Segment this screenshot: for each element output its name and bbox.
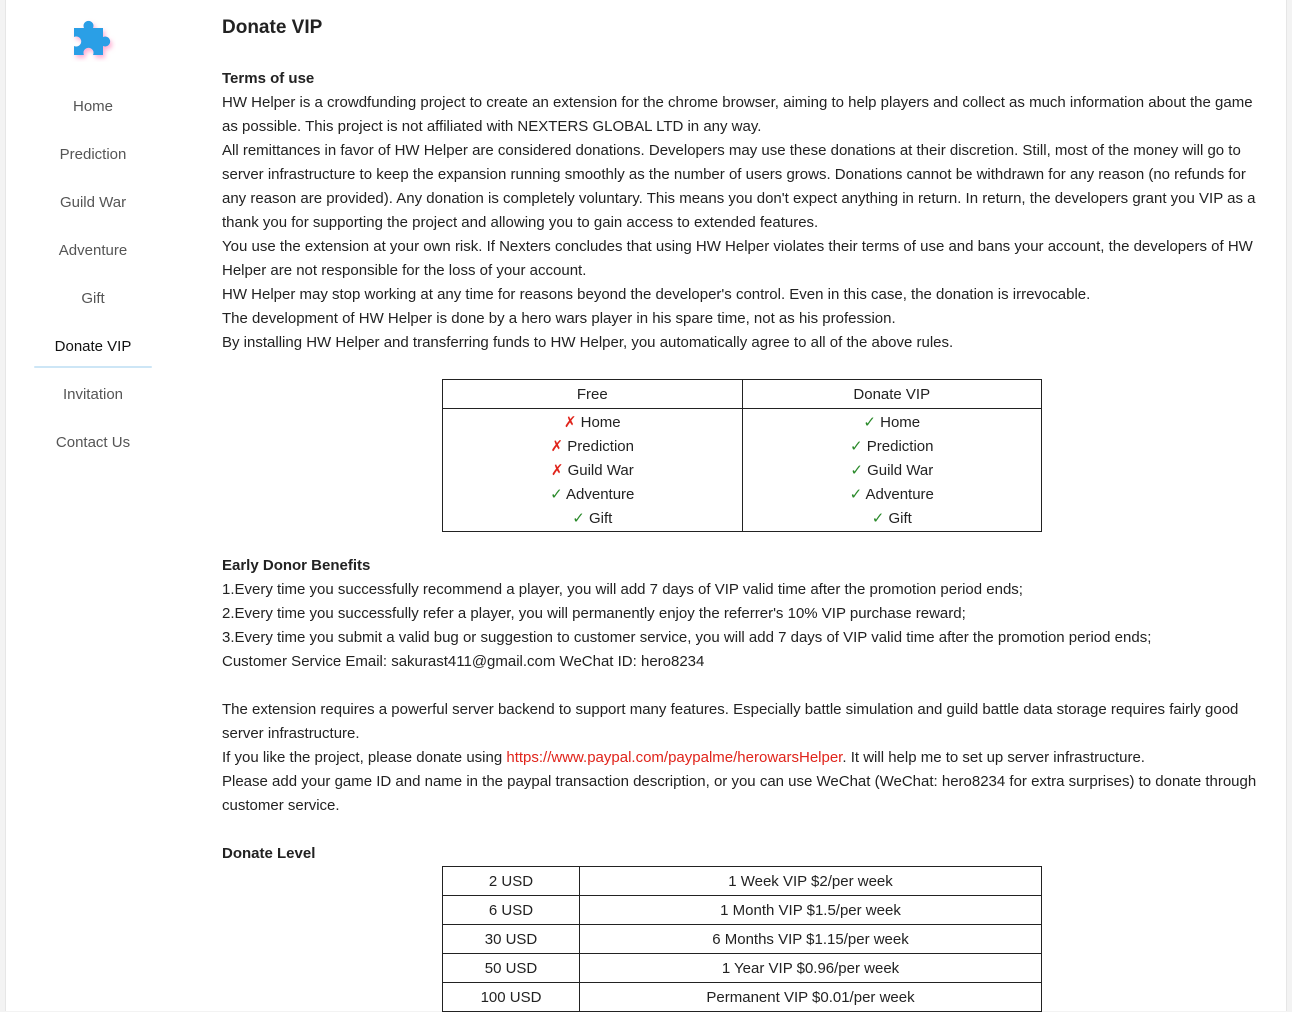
sidebar-item-guild-war[interactable]: Guild War xyxy=(59,194,127,211)
puzzle-piece-icon[interactable] xyxy=(68,14,116,62)
feature-comparison-table xyxy=(442,379,1042,532)
benefit-line: 2.Every time you successfully refer a player, you will permanently enjoy the referrer's 10% VIP purchase reward; xyxy=(222,605,966,622)
donate-info-paragraph xyxy=(222,746,1267,770)
cross-icon: ✗ xyxy=(550,438,564,455)
feature-row xyxy=(443,483,742,507)
amount-cell: 100 USD xyxy=(443,983,580,1012)
active-tab-indicator xyxy=(34,366,152,368)
check-icon: ✓ xyxy=(850,438,863,455)
table-row xyxy=(443,954,1042,983)
check-icon: ✓ xyxy=(550,486,563,503)
donate-suffix: . It will help me to set up server infrastructure. xyxy=(842,749,1145,766)
contact-line: Customer Service Email: sakurast411@gmail.com WeChat ID: hero8234 xyxy=(222,653,705,670)
column-header-vip: Donate VIP xyxy=(742,380,1042,409)
terms-paragraph: You use the extension at your own risk. If Nexters concludes that using HW Helper violates their terms of use and bans your account, the developers of HW Helper are not responsible for the loss of your account. xyxy=(222,238,1253,279)
feature-label: Adventure xyxy=(566,486,635,503)
sidebar-item-donate-vip[interactable]: Donate VIP xyxy=(54,338,132,355)
table-row xyxy=(443,925,1042,954)
amount-cell: 50 USD xyxy=(443,954,580,983)
vip-features-cell xyxy=(742,409,1042,532)
check-icon: ✓ xyxy=(849,486,863,503)
plan-cell: Permanent VIP $0.01/per week xyxy=(580,983,1042,1012)
paypal-link[interactable]: https://www.paypal.com/paypalme/herowarsHelper xyxy=(506,749,843,766)
donate-level-table xyxy=(442,866,1042,1012)
terms-paragraph: The development of HW Helper is done by a hero wars player in his spare time, not as his profession. xyxy=(222,310,896,327)
terms-paragraph: All remittances in favor of HW Helper are considered donations. Developers may use these donations at their discretion. Still, most of the money will go to server infrastructure to keep the expansion running smoothly as the number of users grows. Donations cannot be withdrawn for any reason (no refunds for any reason are provided). Any donation is completely voluntary. This means you don't expect anything in return. In return, the developers grant you VIP as a thank you for supporting the project and allowing you to gain access to extended features. xyxy=(222,142,1256,231)
donate-info-section xyxy=(222,698,1267,818)
feature-label: Home xyxy=(580,414,621,431)
check-icon: ✓ xyxy=(871,510,885,527)
donate-info-paragraph: Please add your game ID and name in the paypal transaction description, or you can use WeChat (WeChat: hero8234 for extra surprises) to donate through customer service. xyxy=(222,773,1257,814)
terms-paragraph: HW Helper may stop working at any time for reasons beyond the developer's control. Even in this case, the donation is irrevocable. xyxy=(222,286,1091,303)
plan-cell: 1 Week VIP $2/per week xyxy=(580,867,1042,896)
feature-row xyxy=(443,411,742,435)
feature-label: Adventure xyxy=(865,486,934,503)
cross-icon: ✗ xyxy=(563,414,577,431)
page-frame xyxy=(5,0,1287,1011)
terms-paragraph: By installing HW Helper and transferring funds to HW Helper, you automatically agree to all of the above rules. xyxy=(222,334,954,351)
table-row xyxy=(443,983,1042,1012)
column-header-free: Free xyxy=(443,380,743,409)
plan-cell: 6 Months VIP $1.15/per week xyxy=(580,925,1042,954)
feature-label: Prediction xyxy=(567,438,634,455)
feature-label: Guild War xyxy=(567,462,634,479)
sidebar-item-invitation[interactable]: Invitation xyxy=(62,386,124,403)
feature-row xyxy=(443,507,742,531)
feature-row xyxy=(743,411,1042,435)
feature-row xyxy=(743,459,1042,483)
sidebar-item-gift[interactable]: Gift xyxy=(81,290,105,307)
feature-row xyxy=(743,435,1042,459)
feature-row xyxy=(443,435,742,459)
feature-label: Guild War xyxy=(867,462,934,479)
check-icon: ✓ xyxy=(572,510,585,527)
table-row xyxy=(443,896,1042,925)
feature-label: Gift xyxy=(888,510,912,527)
free-features-cell xyxy=(443,409,743,532)
terms-title: Terms of use xyxy=(222,70,315,87)
donate-level-section xyxy=(222,842,315,866)
plan-cell: 1 Month VIP $1.5/per week xyxy=(580,896,1042,925)
table-row xyxy=(443,867,1042,896)
sidebar-item-adventure[interactable]: Adventure xyxy=(58,242,128,259)
sidebar-item-prediction[interactable]: Prediction xyxy=(59,146,127,163)
cross-icon: ✗ xyxy=(550,462,564,479)
page-title: Donate VIP xyxy=(222,17,323,38)
sidebar-item-contact-us[interactable]: Contact Us xyxy=(55,434,131,451)
check-icon: ✓ xyxy=(850,462,863,479)
feature-label: Home xyxy=(880,414,921,431)
sidebar-item-home[interactable]: Home xyxy=(72,98,113,115)
terms-section xyxy=(222,67,1267,355)
feature-row xyxy=(443,459,742,483)
feature-label: Prediction xyxy=(866,438,934,455)
sidebar xyxy=(6,0,186,1011)
benefit-line: 3.Every time you submit a valid bug or suggestion to customer service, you will add 7 days of VIP valid time after the promotion period ends; xyxy=(222,629,1152,646)
amount-cell: 2 USD xyxy=(443,867,580,896)
terms-paragraph: HW Helper is a crowdfunding project to create an extension for the chrome browser, aiming to help players and collect as much information about the game as possible. This project is not affiliated with NEXTERS GLOBAL LTD in any way. xyxy=(222,94,1253,135)
feature-label: Gift xyxy=(588,510,613,527)
plan-cell: 1 Year VIP $0.96/per week xyxy=(580,954,1042,983)
early-donor-title: Early Donor Benefits xyxy=(222,557,371,574)
feature-row xyxy=(743,483,1042,507)
donate-level-title: Donate Level xyxy=(222,845,316,862)
early-donor-section xyxy=(222,554,1267,674)
amount-cell: 6 USD xyxy=(443,896,580,925)
donate-info-paragraph: The extension requires a powerful server backend to support many features. Especially battle simulation and guild battle data storage requires fairly good server infrastructure. xyxy=(222,701,1239,742)
benefit-line: 1.Every time you successfully recommend a player, you will add 7 days of VIP valid time after the promotion period ends; xyxy=(222,581,1023,598)
feature-row xyxy=(743,507,1042,531)
check-icon: ✓ xyxy=(863,414,876,431)
donate-prefix: If you like the project, please donate using xyxy=(222,749,507,766)
amount-cell: 30 USD xyxy=(443,925,580,954)
